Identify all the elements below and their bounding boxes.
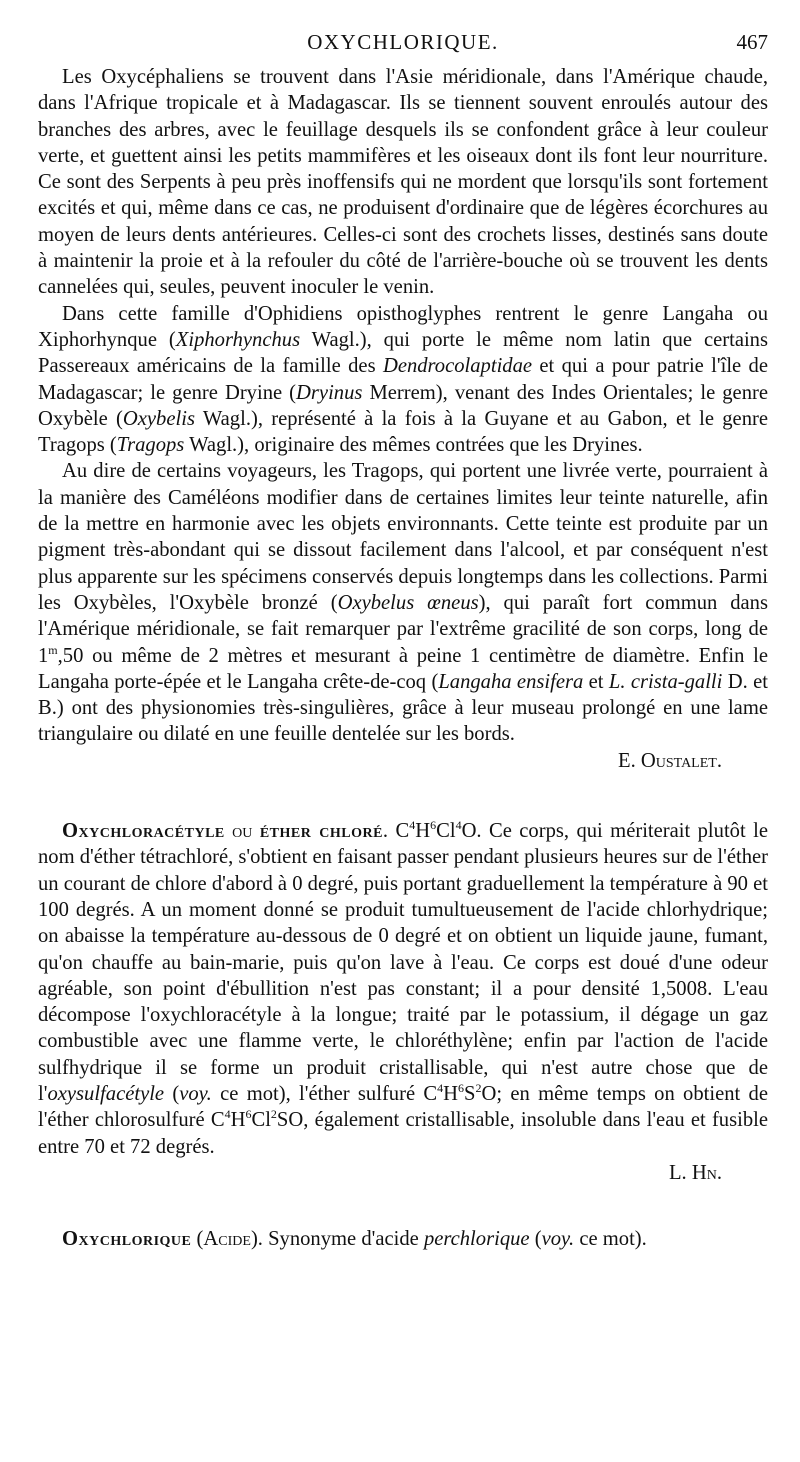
taxon-name: Langaha ensifera bbox=[438, 670, 584, 693]
entry-paragraph: Oxychloracétyle ou éther chloré. $C^4H^6Cl^4O$. Ce corps, qui mériterait plutôt le nom d'éther tétrachloré, s'obtient en faisant passer pendant plusieurs heures sur de l'éther un courant de chlore d'abord à 0 degré, puis portant graduellement la température à 90 et 100 degrés. A un moment donné se produit tumultueusement de l'acide chlorhydrique; on abaisse la température au-dessous de 0 degré et on obtient un liquide jaune, fumant, qu'on chauffe au bain-marie, puis qu'on lave à l'eau. Ce corps est doué d'une odeur agréable, son point d'ébullition n'est pas constant; il a pour densité 1,5008. L'eau décompose l'oxychloracétyle à la longue; traité par le potassium, il dégage un gaz combustible avec une flamme verte, le chloréthylène; enfin par l'action de l'acide sulfhydrique il se forme un produit cristallisable, qui n'est autre chose que de l'oxysulfacétyle (voy. ce mot), l'éther sulfuré $C^4H^6S^2O$; en même temps on obtient de l'éther chlorosulfuré $C^4H^6Cl^2SO$, également cristallisable, insoluble dans l'eau et fusible entre 70 et 72 degrés. bbox=[38, 818, 768, 1158]
paragraph-genera: Dans cette famille d'Ophidiens opisthoglyphes rentrent le genre Langaha ou Xiphorhynque (Xiphorhynchus Wagl.), qui porte le même nom latin que certains Passereaux américains de la famille des Dendrocolaptidae et qui a pour patrie l'île de Madagascar; le genre Dryine (Dryinus Merrem), venant des Indes Orientales; le genre Oxybèle (Oxybelis Wagl.), représenté à la fois à la Guyane et au Gabon, et le genre Tragops (Tragops Wagl.), originaire des mêmes contrées que les Dryines. bbox=[38, 302, 768, 457]
entry-oxychlorique bbox=[38, 1226, 768, 1252]
paragraph-distribution: Les Oxycéphaliens se trouvent dans l'Asie méridionale, dans l'Amérique chaude, dans l'Afrique tropicale et à Madagascar. Ils se tiennent souvent enroulés autour des branches des arbres, avec le feuillage desquels ils se confondent grâce à leur couleur verte, et guettent ainsi les petits mammifères et les oiseaux dont ils font leur nourriture. Ce sont des Serpents à peu près inoffensifs qui ne mordent que lorsqu'ils sont fortement excités et qui, même dans ce cas, ne produisent d'ordinaire que de légères écorchures au moyen de leurs dents antérieures. Celles-ci sont des crochets lisses, destinés sans doute à maintenir la proie et à la refouler du côté de l'arrière-bouche où se trouvent les dents cannelées qui, seules, peuvent inoculer le venin. bbox=[38, 66, 768, 299]
entry-oxycephaliens-continued bbox=[38, 64, 768, 774]
page-number: 467 bbox=[736, 30, 768, 54]
taxon-name: Dendrocolaptidae bbox=[382, 355, 533, 378]
cross-reference: oxysulfacétyle bbox=[47, 1082, 165, 1105]
entry-paragraph: Oxychlorique (Acide). Synonyme d'acide perchlorique (voy. ce mot). bbox=[62, 1228, 647, 1251]
taxon-name: Xiphorhynchus bbox=[175, 328, 301, 351]
cross-reference: perchlorique bbox=[423, 1228, 530, 1251]
paragraph-tragops: Au dire de certains voyageurs, les Tragops, qui portent une livrée verte, pourraient à la manière des Caméléons modifier dans de certaines limites leur teinte naturelle, afin de la mettre en harmonie avec les objets environnants. Cette teinte est produite par un pigment très-abondant qui se dissout facilement dans l'alcool, et par conséquent n'est plus apparente sur les spécimens conservés depuis longtemps dans les collections. Parmi les Oxybèles, l'Oxybèle bronzé (Oxybelus œneus), qui paraît fort commun dans l'Amérique méridionale, se fait remarquer par l'extrême gracilité de son corps, long de 1$^m$,50 ou même de 2 mètres et mesurant à peine 1 centimètre de diamètre. Enfin le Langaha porte-épée et le Langaha crête-de-coq (Langaha ensifera et L. crista-galli D. et B.) ont des physionomies très-singulières, grâce à leur museau prolongé en une lame triangulaire ou dilaté en une feuille dentelée sur les bords. bbox=[38, 460, 768, 746]
page-header bbox=[38, 30, 768, 60]
author-signature: E. Oustalet. bbox=[617, 749, 722, 772]
entry-headword-alt: éther chloré bbox=[259, 820, 383, 843]
taxon-name: Oxybelus œneus bbox=[337, 591, 479, 614]
taxon-name: Tragops bbox=[116, 434, 185, 457]
entry-oxychloracetyle bbox=[38, 818, 768, 1186]
entry-headword: Oxychlorique bbox=[62, 1228, 192, 1251]
page-body bbox=[38, 64, 768, 1252]
taxon-name: Dryinus bbox=[296, 381, 363, 404]
entry-headword: Oxychloracétyle bbox=[62, 820, 225, 843]
author-signature: L. Hn. bbox=[668, 1161, 722, 1184]
taxon-name: Oxybelis bbox=[122, 407, 195, 430]
running-head: OXYCHLORIQUE. bbox=[307, 30, 499, 54]
taxon-name: L. crista-galli bbox=[608, 670, 723, 693]
